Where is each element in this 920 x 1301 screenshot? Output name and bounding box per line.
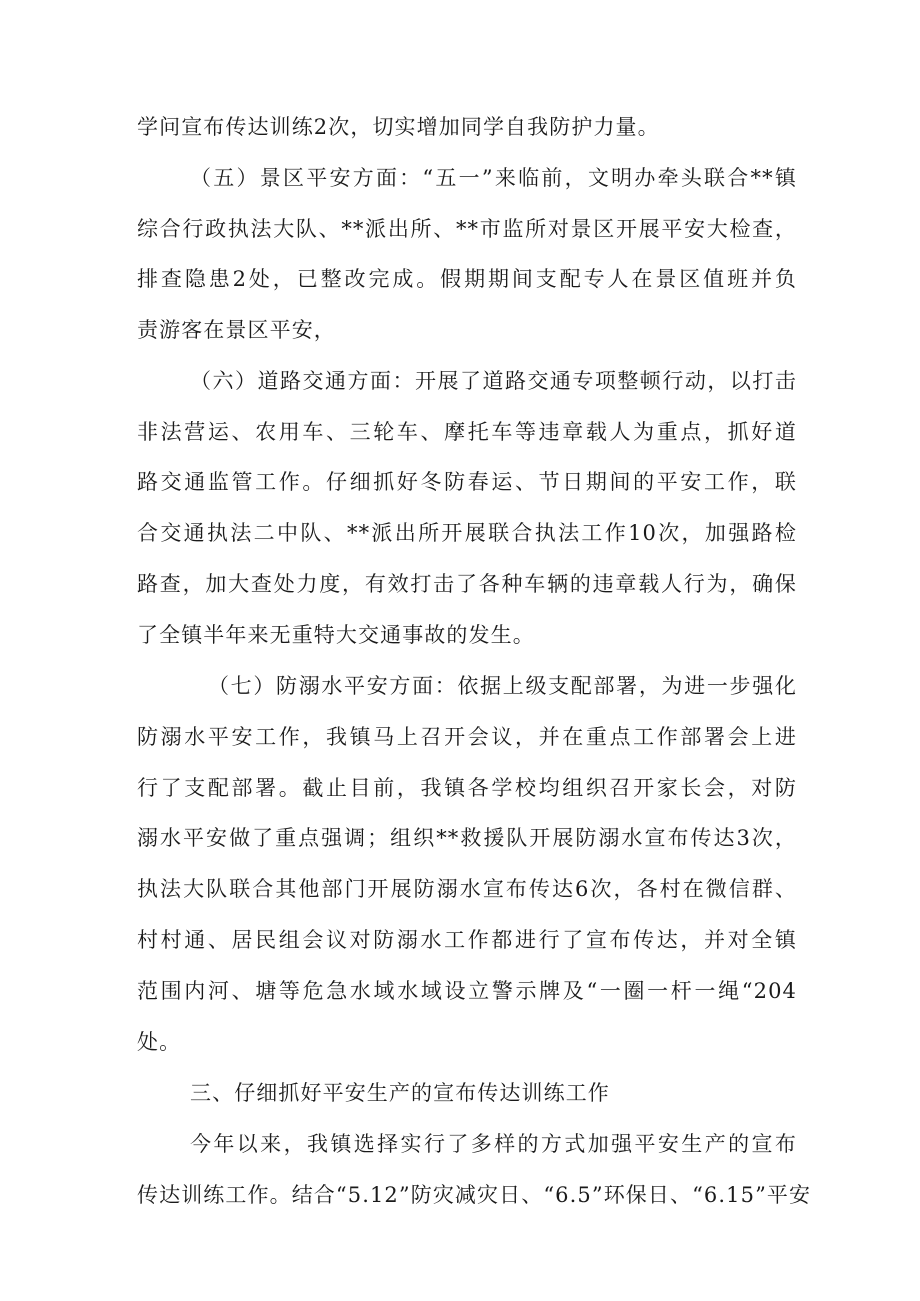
text-line: 村村通、居民组会议对防溺水工作都进行了宣布传达，并对全镇: [137, 928, 797, 952]
section-heading: 三、仔细抓好平安生产的宣布传达训练工作: [190, 1081, 610, 1105]
text-line: 综合行政执法大队、**派出所、**市监所对景区开展平安大检查，: [137, 217, 797, 241]
text-line: 路查，加大查处力度，有效打击了各种车辆的违章载人行为，确保: [137, 572, 797, 596]
text-line: 传达训练工作。结合“5.12”防灾减灾日、“6.5”环保日、“6.15”平安: [137, 1183, 812, 1207]
paragraph-heading-road-traffic: （六）道路交通方面：开展了道路交通专项整顿行动，以打击: [190, 369, 797, 393]
text-line: 路交通监管工作。仔细抓好冬防春运、节日期间的平安工作，联: [137, 470, 797, 494]
text-line: 行了支配部署。截止目前，我镇各学校均组织召开家长会，对防: [137, 776, 797, 800]
text-line: 合交通执法二中队、**派出所开展联合执法工作10次，加强路检: [137, 521, 797, 545]
text-line: 非法营运、农用车、三轮车、摩托车等违章载人为重点，抓好道: [137, 420, 797, 444]
text-line: 责游客在景区平安，: [137, 318, 336, 342]
text-line: 溺水平安做了重点强调；组织**救援队开展防溺水宣布传达3次，: [137, 826, 797, 850]
text-line: 学问宣布传达训练2次，切实增加同学自我防护力量。: [137, 115, 660, 139]
text-line: 排查隐患2处，已整改完成。假期期间支配专人在景区值班并负: [137, 267, 797, 291]
text-line: 防溺水平安工作，我镇马上召开会议，并在重点工作部署会上进: [137, 725, 797, 749]
paragraph-heading-scenic-area: （五）景区平安方面：“五一”来临前，文明办牵头联合**镇: [190, 166, 797, 190]
text-line: 了全镇半年来无重特大交通事故的发生。: [137, 623, 535, 647]
text-line: 执法大队联合其他部门开展防溺水宣布传达6次，各村在微信群、: [137, 877, 797, 901]
paragraph-heading-drowning-prevention: （七）防溺水平安方面：依据上级支配部署，为进一步强化: [208, 674, 797, 698]
text-line: 处。: [137, 1030, 182, 1054]
text-line: 今年以来，我镇选择实行了多样的方式加强平安生产的宣布: [190, 1132, 797, 1156]
text-line: 范围内河、塘等危急水域水域设立警示牌及“一圈一杆一绳“204: [137, 979, 797, 1003]
